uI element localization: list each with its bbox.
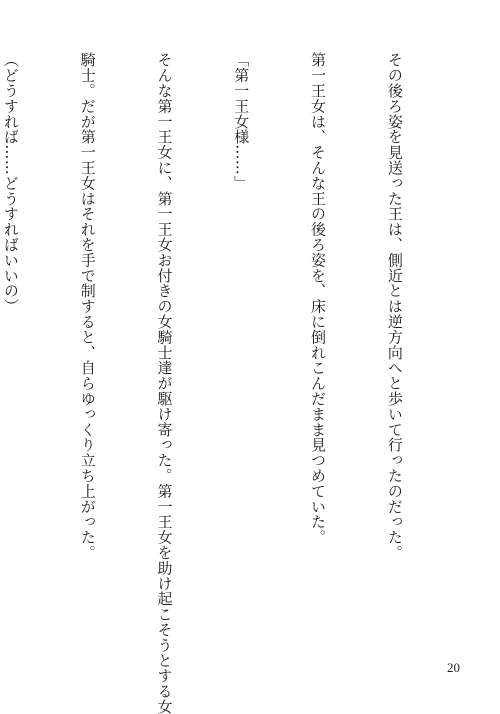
text-line: その後ろ姿を見送った王は、側近とは逆方向へと歩いて行ったのだった。 <box>385 52 404 561</box>
text-line: 騎士。だが第一王女はそれを手で制すると、自らゆっくり立ち上がった。 <box>78 52 97 561</box>
text-line: 「第一王女様……」 <box>232 52 251 191</box>
text-line: 第一王女は、そんな王の後ろ姿を、床に倒れこんだまま見つめていた。 <box>309 52 328 545</box>
text-line: （どうすれば……どうすればいいの） <box>1 52 20 314</box>
page-number: 20 <box>447 660 460 675</box>
text-line: そんな第一王女に、第一王女お付きの女騎士達が駆け寄った。第一王女を助け起こそうとする女 <box>155 52 174 714</box>
